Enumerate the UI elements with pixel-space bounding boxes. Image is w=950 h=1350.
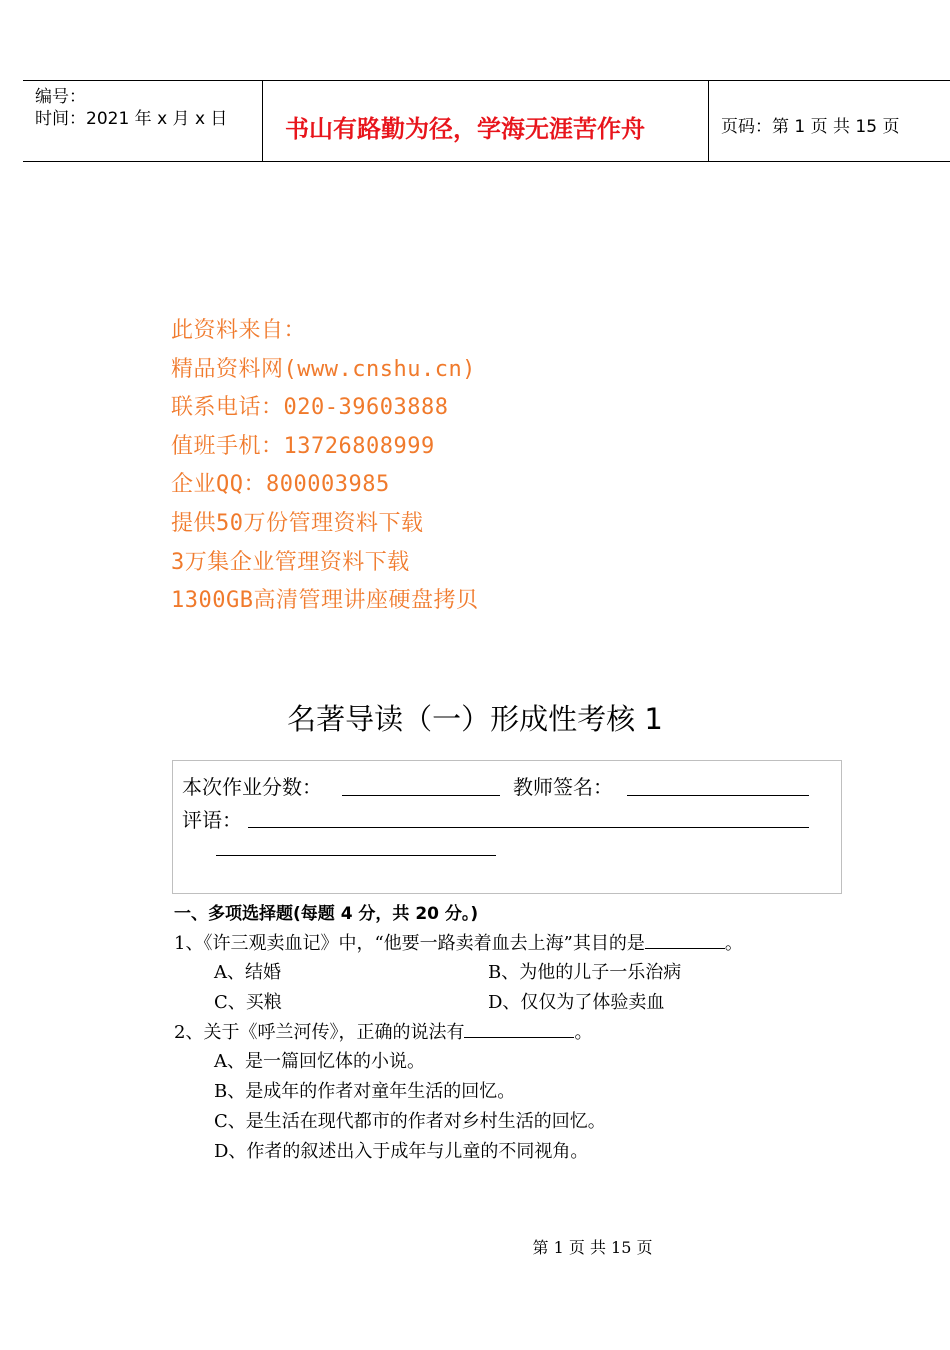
option-c: C、是生活在现代都市的作者对乡村生活的回忆。 [214, 1111, 606, 1132]
promo-line: 1300GB高清管理讲座硬盘拷贝 [171, 588, 479, 614]
option-b: B、为他的儿子一乐治病 [488, 962, 682, 983]
question-1-end: 。 [724, 933, 743, 954]
question-2-end: 。 [574, 1022, 593, 1043]
question-1-stem [174, 929, 743, 955]
teacher-signature-blank[interactable] [627, 795, 809, 796]
comment-blank-line-2[interactable] [216, 855, 496, 856]
question-2-text: 2、关于《呼兰河传》，正确的说法有 [174, 1022, 465, 1043]
promo-line: 联系电话：020-39603888 [171, 395, 449, 421]
number-label: 编号： [35, 87, 86, 107]
teacher-label: 教师签名： [513, 775, 613, 799]
document-header [23, 80, 950, 162]
time-label: 时间：2021 年 x 月 x 日 [35, 109, 228, 129]
section-heading: 一、多项选择题(每题 4 分，共 20 分。) [174, 904, 479, 924]
option-c: C、买粮 [214, 992, 282, 1013]
motto: 书山有路勤为径，学海无涯苦作舟 [285, 114, 645, 143]
page-title: 名著导读（一）形成性考核 1 [287, 702, 663, 736]
promo-line: 此资料来自： [171, 318, 307, 343]
option-d: D、作者的叙述出入于成年与儿童的不同视角。 [214, 1141, 589, 1162]
score-label: 本次作业分数： [182, 775, 322, 799]
option-d: D、仅仅为了体验卖血 [488, 992, 665, 1013]
score-blank[interactable] [342, 795, 500, 796]
answer-blank[interactable] [645, 932, 725, 949]
question-1-text: 1、《许三观卖血记》中，“他要一路卖着血去上海”其目的是 [174, 933, 645, 954]
comment-blank-line-1[interactable] [248, 827, 809, 828]
option-a: A、是一篇回忆体的小说。 [214, 1051, 425, 1072]
promo-line: 3万集企业管理资料下载 [171, 549, 410, 575]
option-b: B、是成年的作者对童年生活的回忆。 [214, 1081, 516, 1102]
comment-label: 评语： [182, 808, 242, 832]
answer-blank[interactable] [464, 1021, 574, 1038]
promo-line: 精品资料网(www.cnshu.cn) [171, 356, 476, 382]
option-a: A、结婚 [214, 962, 281, 983]
header-right-cell [709, 81, 950, 161]
question-2-stem [174, 1018, 592, 1044]
promo-block [171, 312, 478, 621]
page-footer: 第 1 页 共 15 页 [532, 1238, 653, 1257]
promo-line: 值班手机：13726808999 [171, 433, 435, 459]
score-box [172, 760, 842, 894]
promo-line: 企业QQ：800003985 [171, 472, 390, 498]
promo-line: 提供50万份管理资料下载 [171, 510, 424, 536]
header-middle-cell [263, 81, 709, 161]
header-left-cell [23, 81, 263, 161]
page-info: 页码：第 1 页 共 15 页 [721, 117, 900, 137]
